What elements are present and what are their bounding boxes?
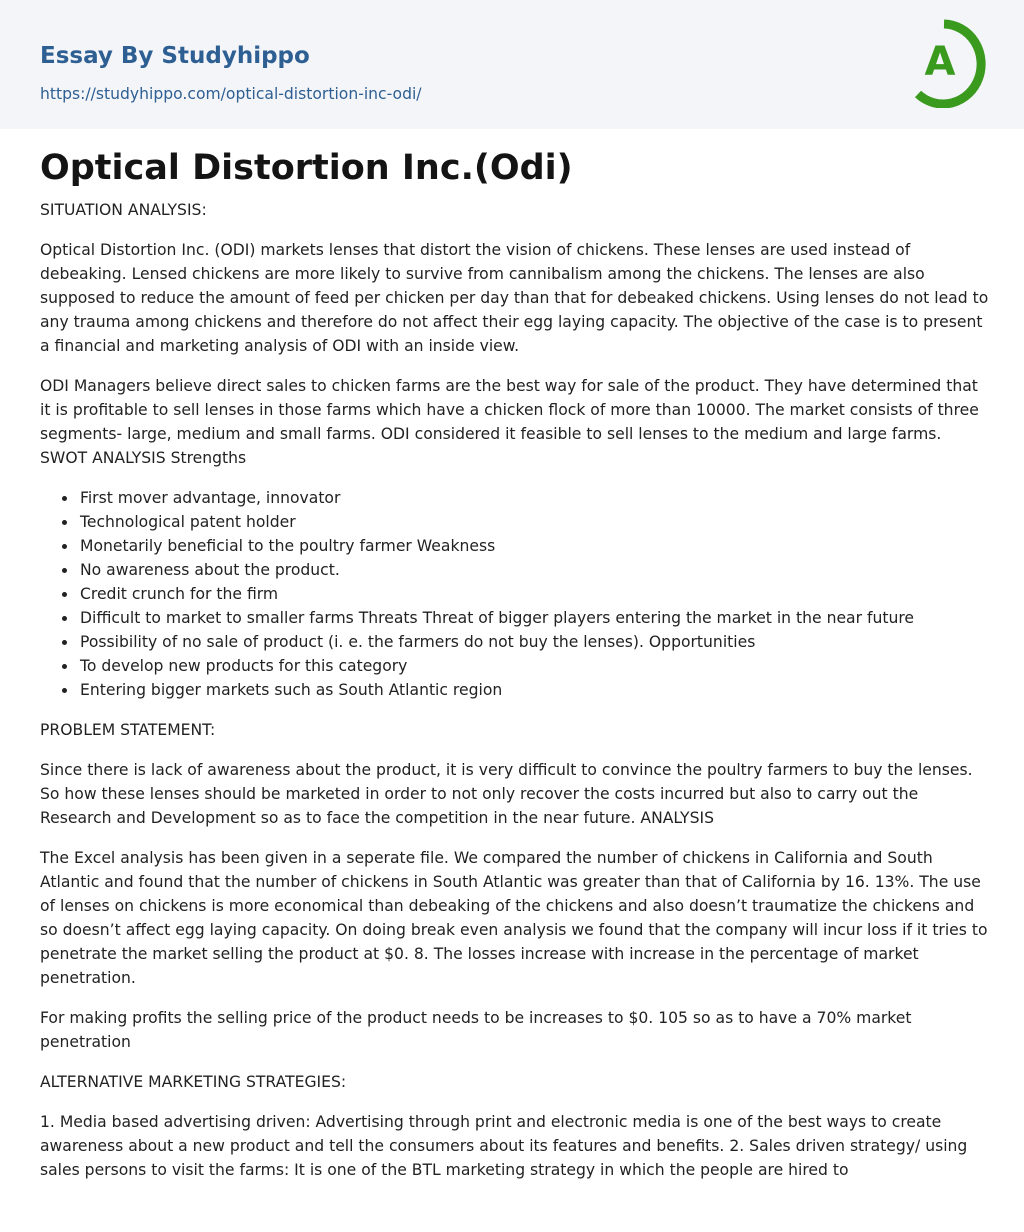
list-item: No awareness about the product. [40,558,990,582]
list-item: Credit crunch for the firm [40,582,990,606]
list-item: To develop new products for this category [40,654,990,678]
paragraph-strategies: 1. Media based advertising driven: Advertising through print and electronic media is one of the best ways to create awareness about a new product and tell the consumers about its features and benefits. 2. Sales driven strategy/ using sales persons to visit the farms: It is one of the BTL marketing strategy in which the people are hired to [40,1113,968,1179]
paragraph-direct-sales: ODI Managers believe direct sales to chicken farms are the best way for sale of the product. They have determined that it is profitable to sell lenses in those farms which have a chicken flock of more than 10000. The market consists of three segments- large, medium and small farms. ODI considered it feasible to sell lenses to the medium and large farms. SWOT ANALYSIS Strengths [40,377,979,467]
problem-statement-label: PROBLEM STATEMENT: [40,721,216,739]
situation-analysis-label: SITUATION ANALYSIS: [40,201,207,219]
paragraph-profits: For making profits the selling price of the product needs to be increases to $0. 105 so as to have a 70% market penetration [40,1009,912,1051]
studyhippo-logo-icon[interactable] [906,18,992,108]
site-header [0,0,1024,129]
alternative-strategies-label: ALTERNATIVE MARKETING STRATEGIES: [40,1073,347,1091]
list-item: Entering bigger markets such as South Atlantic region [40,678,990,702]
essay-body [40,144,990,1198]
page-title: Optical Distortion Inc.(Odi) [40,148,573,188]
list-item: Possibility of no sale of product (i. e. the farmers do not buy the lenses). Opportunities [40,630,990,654]
paragraph-situation: Optical Distortion Inc. (ODI) markets lenses that distort the vision of chickens. These lenses are used instead of debeaking. Lensed chickens are more likely to survive from cannibalism among the chickens. The lenses are also supposed to reduce the amount of feed per chicken per day than that for debeaked chickens. Using lenses do not lead to any trauma among chickens and therefore do not affect their egg laying capacity. The objective of the case is to present a financial and marketing analysis of ODI with an inside view. [40,241,989,355]
list-item: Technological patent holder [40,510,990,534]
site-brand[interactable]: Essay By Studyhippo [40,43,310,69]
swot-list [40,486,990,702]
logo-letter: A [924,39,956,85]
list-item: Difficult to market to smaller farms Threats Threat of bigger players entering the market in the near future [40,606,990,630]
list-item: First mover advantage, innovator [40,486,990,510]
list-item: Monetarily beneficial to the poultry farmer Weakness [40,534,990,558]
essay-url-link[interactable]: https://studyhippo.com/optical-distortion-inc-odi/ [40,85,422,103]
paragraph-excel-analysis: The Excel analysis has been given in a seperate file. We compared the number of chickens in California and South Atlantic and found that the number of chickens in South Atlantic was greater than that of California by 16. 13%. The use of lenses on chickens is more economical than debeaking of the chickens and also doesn’t traumatize the chickens and so doesn’t affect egg laying capacity. On doing break even analysis we found that the company will incur loss if it tries to penetrate the market selling the product at $0. 8. The losses increase with increase in the percentage of market penetration. [40,849,988,987]
paragraph-problem: Since there is lack of awareness about the product, it is very difficult to convince the poultry farmers to buy the lenses. So how these lenses should be marketed in order to not only recover the costs incurred but also to carry out the Research and Development so as to face the competition in the near future. ANALYSIS [40,761,973,827]
